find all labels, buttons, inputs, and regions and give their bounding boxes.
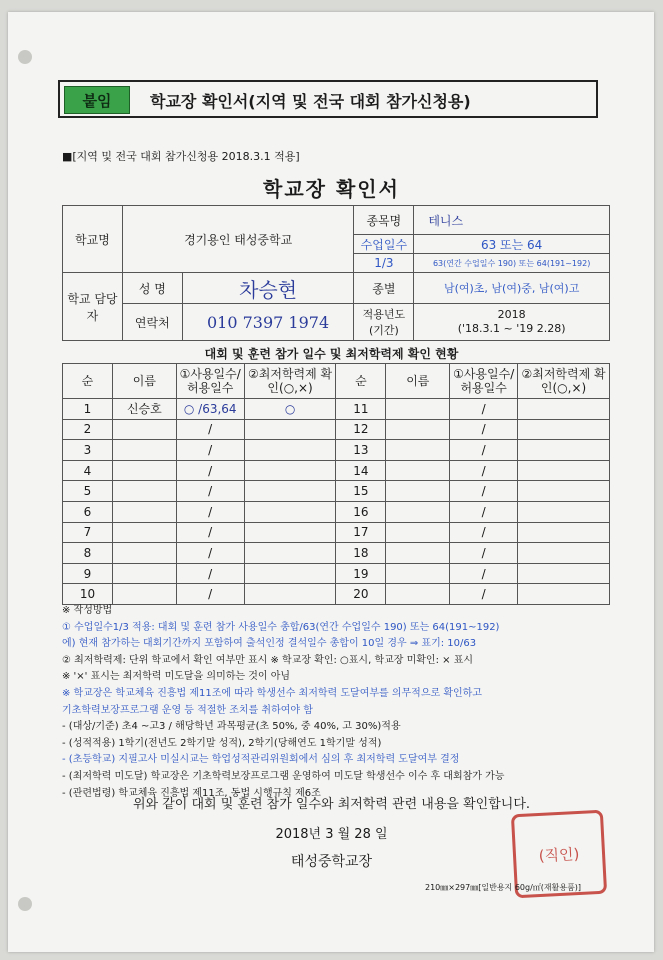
- punch-hole-icon: [18, 50, 32, 64]
- row-days: /: [176, 522, 244, 543]
- contact-label: 학교 담당자: [63, 273, 123, 341]
- row-days: /: [176, 501, 244, 522]
- row-confirm: [244, 481, 336, 502]
- row-number: 12: [336, 419, 386, 440]
- row-name: [386, 399, 450, 420]
- header-no: 순: [336, 364, 386, 399]
- row-name: [112, 481, 176, 502]
- row-number: 19: [336, 563, 386, 584]
- row-name: [386, 460, 450, 481]
- table-row: [63, 584, 610, 605]
- row-name: [112, 501, 176, 522]
- row-name: 신승호: [112, 399, 176, 420]
- row-days: /: [176, 584, 244, 605]
- row-confirm: [518, 399, 610, 420]
- row-name: [386, 522, 450, 543]
- row-days: /: [450, 584, 518, 605]
- year-label: 적용년도 (기간): [354, 304, 414, 341]
- days-label: 수업일수: [354, 235, 414, 254]
- instruction-line: ※ 학교장은 학교체육 진흥법 제11조에 따라 학생선수 최저학력 도달여부를 의무적으로 확인하고: [62, 687, 482, 699]
- class-label: 종별: [354, 273, 414, 304]
- row-number: 8: [63, 543, 113, 564]
- row-confirm: [518, 563, 610, 584]
- phone-label: 연락처: [122, 304, 182, 341]
- row-days: /: [176, 481, 244, 502]
- row-number: 15: [336, 481, 386, 502]
- row-confirm: [518, 460, 610, 481]
- row-confirm: [518, 501, 610, 522]
- punch-hole-icon: [18, 897, 32, 911]
- phone-value: 010 7397 1974: [182, 304, 354, 341]
- row-number: 2: [63, 419, 113, 440]
- info-table: [62, 205, 610, 341]
- banner-title: 학교장 확인서(지역 및 전국 대회 참가신청용): [150, 92, 471, 111]
- row-number: 1: [63, 399, 113, 420]
- row-name: [386, 481, 450, 502]
- row-name: [386, 584, 450, 605]
- row-confirm: [244, 501, 336, 522]
- days-value1: 63 또는 64: [414, 235, 610, 254]
- row-number: 10: [63, 584, 113, 605]
- row-confirm: [518, 522, 610, 543]
- row-confirm: [518, 419, 610, 440]
- row-days: /: [450, 481, 518, 502]
- year-value: 2018: [497, 308, 526, 321]
- row-number: 3: [63, 440, 113, 461]
- row-confirm: [244, 584, 336, 605]
- row-name: [112, 522, 176, 543]
- header-days: ①사용일수/ 허용일수: [176, 364, 244, 399]
- row-number: 4: [63, 460, 113, 481]
- instruction-line: 기초학력보장프로그램 운영 등 적절한 조치를 취하여야 함: [62, 704, 313, 716]
- instruction-line: - (초등학교) 지필고사 미실시교는 학업성적관리위원회에서 심의 후 최저학력 도달여부 결정: [62, 754, 460, 766]
- row-confirm: [244, 522, 336, 543]
- row-number: 14: [336, 460, 386, 481]
- row-number: 20: [336, 584, 386, 605]
- row-confirm: [244, 440, 336, 461]
- row-name: [112, 563, 176, 584]
- row-number: 11: [336, 399, 386, 420]
- table-row: [63, 501, 610, 522]
- paper-spec: 210㎜×297㎜[일반용지 60g/㎡(재활용품)]: [425, 883, 582, 892]
- instruction-line: - (성적적용) 1학기(전년도 2학기말 성적), 2학기(당해연도 1학기말 성적): [62, 737, 382, 749]
- header-days: ①사용일수/ 허용일수: [450, 364, 518, 399]
- row-days: /: [176, 440, 244, 461]
- participation-table: [62, 363, 610, 605]
- attachment-tag: 붙임: [64, 86, 130, 114]
- school-value: 경기용인 태성중학교: [122, 206, 354, 273]
- document-title: 학교장 확인서: [263, 177, 400, 201]
- row-confirm: [244, 563, 336, 584]
- header-no: 순: [63, 364, 113, 399]
- row-name: [386, 543, 450, 564]
- row-days: /: [450, 440, 518, 461]
- instruction-line: - (대상/기준) 초4 ~고3 / 해당학년 과목평균(초 50%, 중 40%, 고 30%)적용: [62, 721, 401, 733]
- attachment-banner: [58, 80, 598, 118]
- row-days: /: [450, 460, 518, 481]
- issue-date: 2018년 3 월 28 일: [275, 827, 388, 842]
- instructions: [62, 603, 622, 802]
- school-label: 학교명: [63, 206, 123, 273]
- instruction-line: ※ 작성방법: [62, 605, 113, 616]
- row-number: 17: [336, 522, 386, 543]
- row-name: [386, 419, 450, 440]
- year-period: ('18.3.1 ~ '19 2.28): [457, 322, 566, 335]
- row-name: [112, 419, 176, 440]
- table-row: [63, 460, 610, 481]
- instruction-line: ① 수업일수1/3 적용: 대회 및 훈련 참가 사용일수 총합/63(연간 수업일수 190) 또는 64(191~192): [62, 621, 500, 633]
- row-days: /: [450, 563, 518, 584]
- days-ratio: 1/3: [354, 254, 414, 273]
- row-days: /: [450, 543, 518, 564]
- row-days: /: [176, 563, 244, 584]
- header-confirm: ②최저학력제 확인(○,×): [518, 364, 610, 399]
- year-cell: [414, 304, 610, 341]
- instruction-line: 에) 현재 참가하는 대회기간까지 포함하여 출석인정 결석일수 총합이 10일 경우 ⇒ 표기: 10/63: [62, 638, 477, 650]
- class-value: 남(여)초, 남(여)중, 남(여)고: [414, 273, 610, 304]
- section-title: 대회 및 훈련 참가 일수 및 최저학력제 확인 현황: [204, 347, 459, 361]
- official-seal-icon: (직인): [511, 810, 607, 899]
- name-value: 차승현: [182, 273, 354, 304]
- row-number: 7: [63, 522, 113, 543]
- principal-name: 태성중학교장: [290, 854, 373, 870]
- row-name: [386, 440, 450, 461]
- row-confirm: [244, 543, 336, 564]
- table-row: [63, 440, 610, 461]
- row-days: ○ /63,64: [176, 399, 244, 420]
- row-name: [386, 501, 450, 522]
- row-number: 16: [336, 501, 386, 522]
- table-row: [63, 419, 610, 440]
- row-days: /: [450, 399, 518, 420]
- event-value: 테니스: [414, 206, 610, 235]
- instruction-line: - (관련법령) 학교체육 진흥법 제11조, 동법 시행규칙 제6조: [62, 787, 321, 799]
- table-row: [63, 563, 610, 584]
- applicability-note: ■[지역 및 전국 대회 참가신청용 2018.3.1 적용]: [62, 150, 300, 163]
- instruction-line: ※ '×' 표시는 최저학력 미도달을 의미하는 것이 아님: [62, 671, 291, 683]
- row-number: 18: [336, 543, 386, 564]
- row-confirm: [244, 460, 336, 481]
- table-row: [63, 481, 610, 502]
- event-label: 종목명: [354, 206, 414, 235]
- row-number: 9: [63, 563, 113, 584]
- instruction-line: ② 최저학력제: 단위 학교에서 확인 여부만 표시 ※ 학교장 확인: ○표시, 학교장 미확인: × 표시: [62, 654, 474, 666]
- row-number: 13: [336, 440, 386, 461]
- row-days: /: [176, 419, 244, 440]
- row-confirm: [518, 440, 610, 461]
- header-name: 이름: [386, 364, 450, 399]
- row-confirm: [244, 419, 336, 440]
- table-row: [63, 399, 610, 420]
- header-name: 이름: [112, 364, 176, 399]
- header-confirm: ②최저학력제 확인(○,×): [244, 364, 336, 399]
- row-days: /: [450, 501, 518, 522]
- table-row: [63, 522, 610, 543]
- row-confirm: [518, 543, 610, 564]
- row-name: [112, 584, 176, 605]
- table-header-row: [63, 364, 610, 399]
- instruction-line: - (최저학력 미도달) 학교장은 기초학력보장프로그램 운영하여 미도달 학생선수 이수 후 대회참가 가능: [62, 770, 505, 782]
- row-confirm: [518, 584, 610, 605]
- row-confirm: ○: [244, 399, 336, 420]
- row-confirm: [518, 481, 610, 502]
- row-days: /: [450, 522, 518, 543]
- row-name: [112, 543, 176, 564]
- row-name: [386, 563, 450, 584]
- table-row: [63, 543, 610, 564]
- row-number: 5: [63, 481, 113, 502]
- name-label: 성 명: [122, 273, 182, 304]
- row-number: 6: [63, 501, 113, 522]
- row-days: /: [176, 460, 244, 481]
- row-name: [112, 440, 176, 461]
- days-value2: 63(연간 수업일수 190) 또는 64(191~192): [414, 254, 610, 273]
- confirm-statement: 위와 같이 대회 및 훈련 참가 일수와 최저학력 관련 내용을 확인합니다.: [132, 797, 531, 812]
- row-days: /: [450, 419, 518, 440]
- row-name: [112, 460, 176, 481]
- row-days: /: [176, 543, 244, 564]
